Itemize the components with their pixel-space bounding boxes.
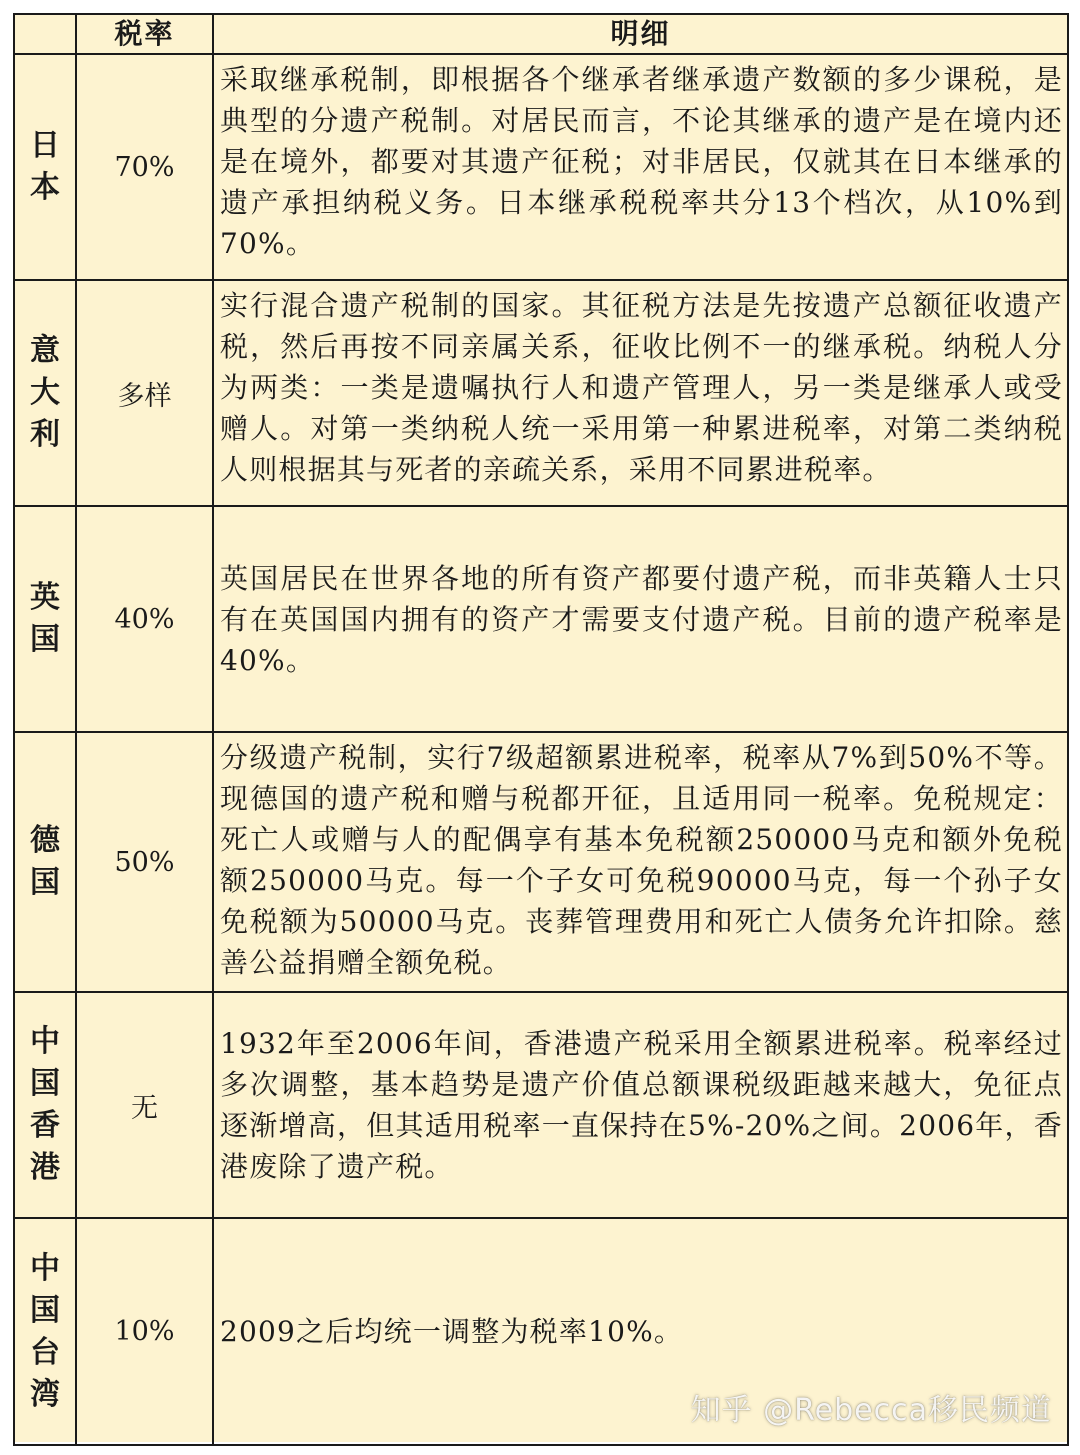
country-cell bbox=[14, 732, 76, 992]
detail-cell: 英国居民在世界各地的所有资产都要付遗产税，而非英籍人士只有在英国国内拥有的资产才需要支付遗产税。目前的遗产税率是40%。 bbox=[213, 506, 1068, 732]
table-row bbox=[14, 54, 1068, 280]
inheritance-tax-table-container bbox=[13, 13, 1067, 1442]
detail-cell: 1932年至2006年间，香港遗产税采用全额累进税率。税率经过多次调整，基本趋势是遗产价值总额课税级距越来越大，免征点逐渐增高，但其适用税率一直保持在5%-20%之间。2006年，香港废除了遗产税。 bbox=[213, 992, 1068, 1218]
rate-cell: 10% bbox=[76, 1218, 213, 1445]
country-cell bbox=[14, 506, 76, 732]
header-country bbox=[14, 14, 76, 54]
country-cell bbox=[14, 1218, 76, 1445]
rate-cell: 40% bbox=[76, 506, 213, 732]
detail-cell: 采取继承税制，即根据各个继承者继承遗产数额的多少课税，是典型的分遗产税制。对居民而言，不论其继承的遗产是在境内还是在境外，都要对其遗产征税；对非居民，仅就其在日本继承的遗产承担纳税义务。日本继承税税率共分13个档次，从10%到70%。 bbox=[213, 54, 1068, 280]
header-detail: 明细 bbox=[213, 14, 1068, 54]
country-name: 德国 bbox=[30, 823, 60, 900]
detail-cell: 2009之后均统一调整为税率10%。 bbox=[213, 1218, 1068, 1445]
country-name: 英国 bbox=[30, 580, 60, 657]
country-name: 中国台湾 bbox=[30, 1250, 60, 1412]
country-cell bbox=[14, 280, 76, 506]
rate-cell: 70% bbox=[76, 54, 213, 280]
detail-cell: 实行混合遗产税制的国家。其征税方法是先按遗产总额征收遗产税，然后再按不同亲属关系，征收比例不一的继承税。纳税人分为两类：一类是遗嘱执行人和遗产管理人，另一类是继承人或受赠人。对第一类纳税人统一采用第一种累进税率，对第二类纳税人则根据其与死者的亲疏关系，采用不同累进税率。 bbox=[213, 280, 1068, 506]
table-row bbox=[14, 992, 1068, 1218]
inheritance-tax-table bbox=[13, 13, 1069, 1446]
country-cell bbox=[14, 992, 76, 1218]
table-row bbox=[14, 732, 1068, 992]
country-cell bbox=[14, 54, 76, 280]
table-row bbox=[14, 280, 1068, 506]
table-header-row bbox=[14, 14, 1068, 54]
rate-cell: 多样 bbox=[76, 280, 213, 506]
rate-cell: 50% bbox=[76, 732, 213, 992]
table-row bbox=[14, 506, 1068, 732]
country-name: 意大利 bbox=[30, 333, 60, 452]
watermark: 知乎 @Rebecca移民频道 bbox=[690, 1393, 1052, 1428]
rate-cell: 无 bbox=[76, 992, 213, 1218]
country-name: 中国香港 bbox=[30, 1024, 60, 1185]
detail-cell: 分级遗产税制，实行7级超额累进税率，税率从7%到50%不等。现德国的遗产税和赠与税都开征，且适用同一税率。免税规定：死亡人或赠与人的配偶享有基本免税额250000马克和额外免税额250000马克。每一个子女可免税90000马克，每一个孙子女免税额为50000马克。丧葬管理费用和死亡人债务允许扣除。慈善公益捐赠全额免税。 bbox=[213, 732, 1068, 992]
country-name: 日本 bbox=[30, 128, 60, 205]
header-rate: 税率 bbox=[76, 14, 213, 54]
